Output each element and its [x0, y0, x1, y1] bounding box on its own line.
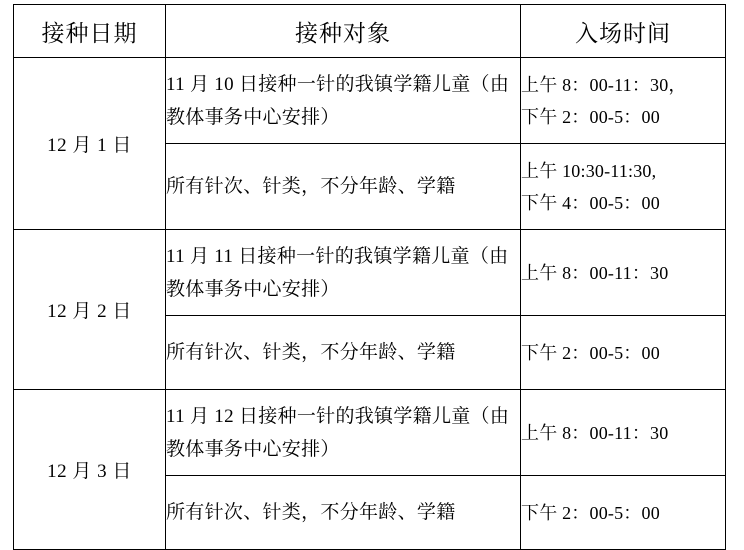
table-header-row: [14, 5, 726, 58]
time-line: 上午 8：00-11：30，: [521, 74, 687, 95]
date-cell: 12 月 1 日: [14, 58, 166, 230]
column-header-target: 接种对象: [166, 5, 521, 58]
date-cell: 12 月 3 日: [14, 390, 166, 550]
document-page: [0, 4, 744, 548]
table-row: [14, 58, 726, 144]
time-line: 下午 2：00-5：00: [521, 342, 660, 363]
column-header-date: 接种日期: [14, 5, 166, 58]
table-body: [14, 58, 726, 550]
time-line: 下午 2：00-5：00: [521, 502, 660, 523]
table-row: [14, 390, 726, 476]
time-cell: [521, 144, 726, 230]
target-cell: 所有针次、针类，不分年龄、学籍: [166, 316, 521, 390]
date-cell: 12 月 2 日: [14, 230, 166, 390]
time-line: 下午 4：00-5：00: [521, 192, 660, 213]
target-cell: 11 月 12 日接种一针的我镇学籍儿童（由教体事务中心安排）: [166, 390, 521, 476]
time-line: 上午 10:30-11:30,: [521, 160, 657, 181]
table-header: [14, 5, 726, 58]
time-line: 下午 2：00-5：00: [521, 106, 660, 127]
table-row: [14, 230, 726, 316]
time-cell: [521, 476, 726, 550]
time-cell: [521, 390, 726, 476]
target-cell: 所有针次、针类，不分年龄、学籍: [166, 144, 521, 230]
time-line: 上午 8：00-11：30: [521, 262, 669, 283]
time-cell: [521, 316, 726, 390]
time-line: 上午 8：00-11：30: [521, 422, 669, 443]
target-cell: 11 月 11 日接种一针的我镇学籍儿童（由教体事务中心安排）: [166, 230, 521, 316]
column-header-time: 入场时间: [521, 5, 726, 58]
target-cell: 所有针次、针类，不分年龄、学籍: [166, 476, 521, 550]
vaccination-schedule-table: [13, 4, 726, 550]
time-cell: [521, 58, 726, 144]
time-cell: [521, 230, 726, 316]
target-cell: 11 月 10 日接种一针的我镇学籍儿童（由教体事务中心安排）: [166, 58, 521, 144]
